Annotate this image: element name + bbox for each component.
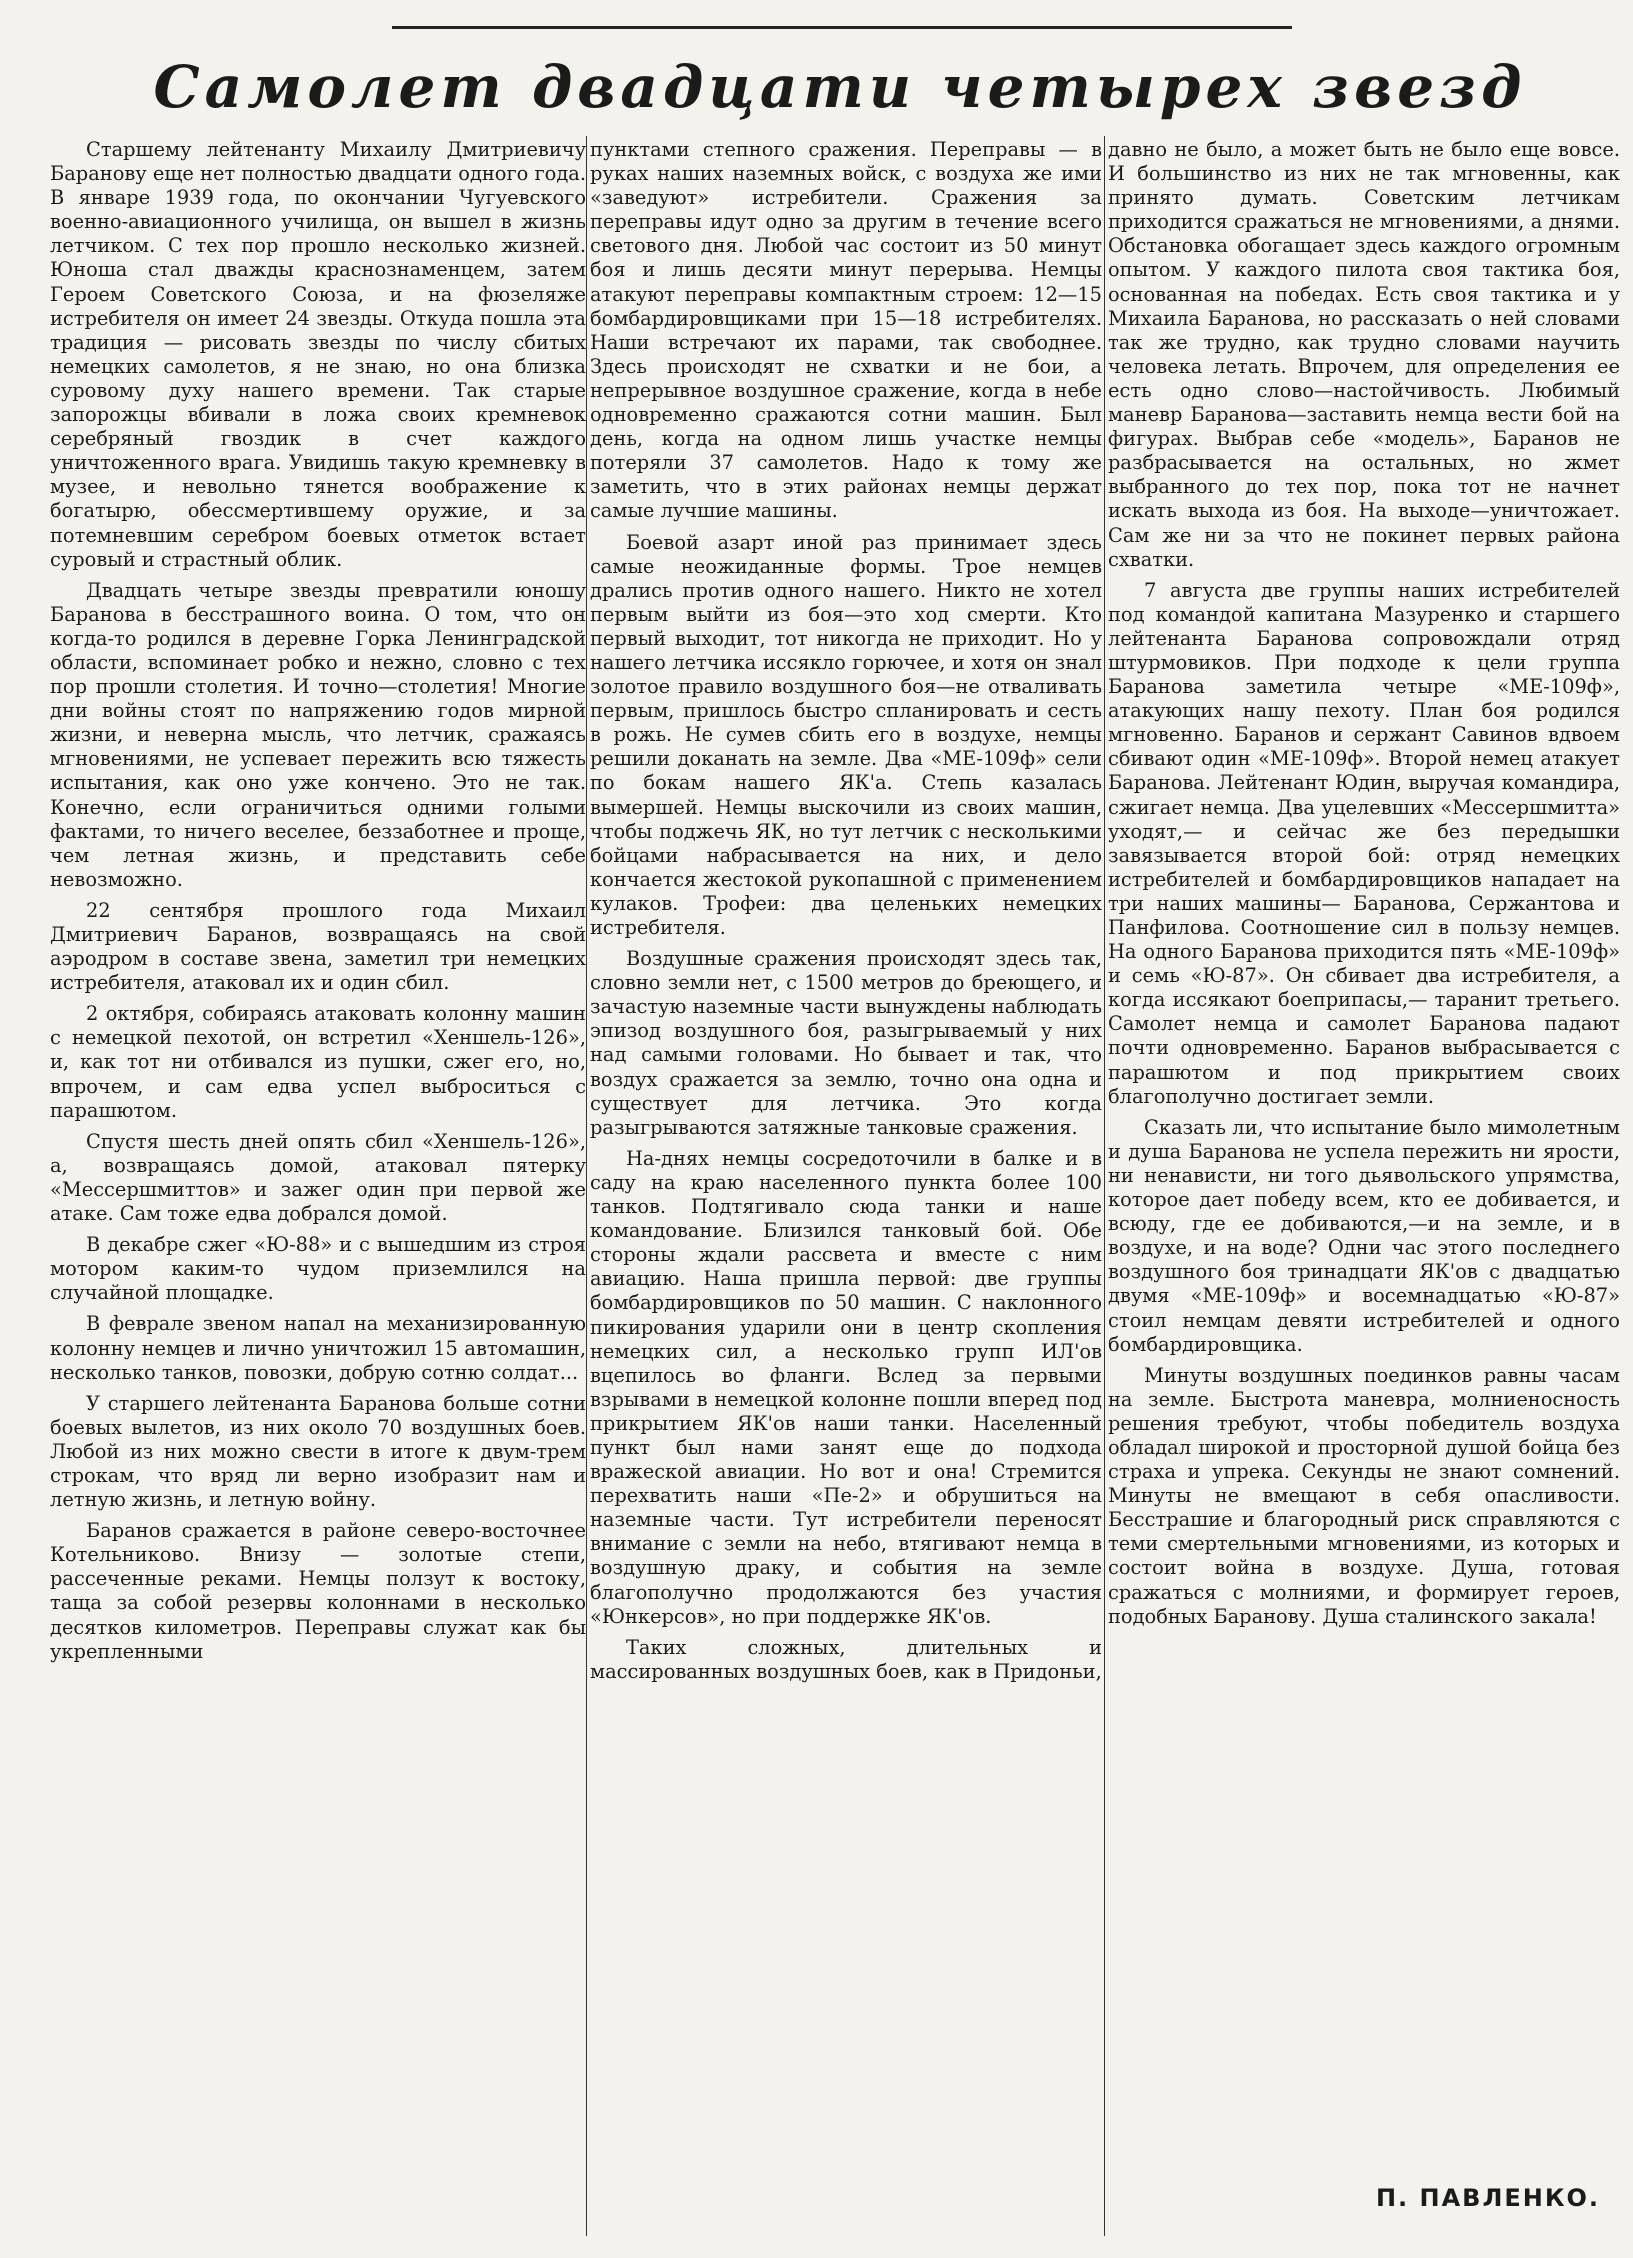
paragraph: Спустя шесть дней опять сбил «Хеншель-126», а, возвращаясь домой, атаковал пятерку «Мессершмиттов» и зажег один при первой же атаке. Сам тоже едва добрался домой. [50, 1129, 586, 1226]
paragraph: В декабре сжег «Ю-88» и с вышедшим из строя мотором каким-то чудом приземлился на случайной площадке. [50, 1233, 586, 1305]
paragraph: 22 сентября прошлого года Михаил Дмитриевич Баранов, возвращаясь на свой аэродром в составе звена, заметил три немецких истребителя, атаковал их и один сбил. [50, 898, 586, 995]
paragraph: В феврале звеном напал на механизированную колонну немцев и лично уничтожил 15 автомашин, несколько танков, повозки, добрую сотню солдат... [50, 1312, 586, 1384]
paragraph: Минуты воздушных поединков равны часам на земле. Быстрота маневра, молниеносность решения требуют, чтобы победитель воздуха обладал широкой и просторной душой бойца без страха и упрека. Секунды не знают сомнений. Минуты не вмещают в себя опасливости. Бесстрашие и благородный риск справляются с теми смертельными мгновениями, из которых и состоит война в воздухе. Душа, готовая сражаться с молниями, и формирует героев, подобных Баранову. Душа сталинского закала! [1108, 1363, 1620, 1628]
paragraph: 2 октября, собираясь атаковать колонну машин с немецкой пехотой, он встретил «Хеншель-126», и, как тот ни отбивался из пушки, сжег его, но, впрочем, и сам едва успел выброситься с парашютом. [50, 1002, 586, 1122]
paragraph: 7 августа две группы наших истребителей под командой капитана Мазуренко и старшего лейтенанта Баранова сопровождали отряд штурмовиков. При подходе к цели группа Баранова заметила четыре «МЕ-109ф», атакующих нашу пехоту. План боя родился мгновенно. Баранов и сержант Савинов вдвоем сбивают один «МЕ-109ф». Второй немец атакует Баранова. Лейтенант Юдин, выручая командира, сжигает немца. Два уцелевших «Мессершмитта» уходят,— и сейчас же без передышки завязывается второй бой: отряд немецких истребителей и бомбардировщиков нападает на три наших машины— Баранова, Сержантова и Панфилова. Соотношение сил в пользу немцев. На одного Баранова приходится пять «МЕ-109ф» и семь «Ю-87». Он сбивает два истребителя, а когда иссякают боеприпасы,— таранит третьего. Самолет немца и самолет Баранова падают почти одновременно. Баранов выбрасывается с парашютом и под прикрытием своих благополучно достигает земли. [1108, 578, 1620, 1108]
paragraph: У старшего лейтенанта Баранова больше сотни боевых вылетов, из них около 70 воздушных боев. Любой из них можно свести в итоге к двум-трем строкам, что вряд ли верно изобразит нам и летную жизнь, и летную войну. [50, 1391, 586, 1512]
article-column-2 [590, 138, 1102, 2258]
paragraph: Воздушные сражения происходят здесь так, словно земли нет, с 1500 метров до бреющего, и зачастую наземные части вынуждены наблюдать эпизод воздушного боя, разыгрываемый у них над самыми головами. Но бывает и так, что воздух сражается за землю, точно она одна и существует для летчика. Это когда разыгрываются затяжные танковые сражения. [590, 947, 1102, 1139]
paragraph: Старшему лейтенанту Михаилу Дмитриевичу Баранову еще нет полностью двадцати одного года. В январе 1939 года, по окончании Чугуевского военно-авиационного училища, он вышел в жизнь летчиком. С тех пор прошло несколько жизней. Юноша стал дважды краснознаменцем, затем Героем Советского Союза, и на фюзеляже истребителя он имеет 24 звезды. Откуда пошла эта традиция — рисовать звезды по числу сбитых немецких самолетов, я не знаю, но она близка суровому духу нашего времени. Так старые запорожцы вбивали в ложа своих кремневок серебряный гвоздик в счет каждого уничтоженного врага. Увидишь такую кремневку в музее, и невольно тянется воображение к богатырю, обессмертившему оружие, и за потемневшим серебром боевых отметок встает суровый и страстный облик. [50, 138, 586, 571]
article-column-1 [50, 138, 586, 2258]
paragraph: Сказать ли, что испытание было мимолетным и душа Баранова не успела пережить ни ярости, ни ненависти, ни того дьявольского упрямства, которое дает победу всем, кто ее добивается, и всюду, где ее добиваются,—и на земле, и в воздухе, и на воде? Одни час этого последнего воздушного боя тринадцати ЯК'ов с двадцатью двумя «МЕ-109ф» и восемнадцатью «Ю-87» стоил немцам девяти истребителей и одного бомбардировщика. [1108, 1115, 1620, 1356]
article-author: П. ПАВЛЕНКО. [1375, 2184, 1600, 2212]
paragraph: давно не было, а может быть не было еще вовсе. И большинство из них не так мгновенны, как принято думать. Советским летчикам приходится сражаться не мгновениями, а днями. Обстановка обогащает здесь каждого огромным опытом. У каждого пилота своя тактика боя, основанная на победах. Есть своя тактика и у Михаила Баранова, но рассказать о ней словами так же трудно, как трудно словами научить человека летать. Впрочем, для определения ее есть одно слово—настойчивость. Любимый маневр Баранова—заставить немца вести бой на фигурах. Выбрав себе «модель», Баранов не разбрасывается на остальных, но жмет выбранного до тех пор, пока тот не начнет искать выхода из боя. На выходе—уничтожает. Сам же ни за что не покинет первых района схватки. [1108, 138, 1620, 571]
column-divider [586, 136, 587, 2236]
article-headline: Самолет двадцати четырех звезд [153, 53, 1527, 121]
paragraph: Таких сложных, длительных и массированных воздушных боев, как в Придоньи, [590, 1635, 1102, 1683]
paragraph: Двадцать четыре звезды превратили юношу Баранова в бесстрашного воина. О том, что он когда-то родился в деревне Горка Ленинградской области, вспоминает робко и нежно, словно с тех пор прошли столетия. И точно—столетия! Многие дни войны стоят по напряжению годов мирной жизни, и неверна мысль, что летчик, сражаясь мгновениями, не успевает пережить всю тяжесть испытания, как оно уже кончено. Это не так. Конечно, если ограничиться одними голыми фактами, то ничего веселее, беззаботнее и проще, чем летная жизнь, и представить себе невозможно. [50, 578, 586, 891]
column-divider [1104, 136, 1105, 2236]
paragraph: На-днях немцы сосредоточили в балке и в саду на краю населенного пункта более 100 танков. Подтягивало сюда танки и наше командование. Близился танковый бой. Обе стороны ждали рассвета и вместе с ним авиацию. Наша пришла первой: две группы бомбардировщиков по 50 машин. С наклонного пикирования ударили они в центр скопления немецких сил, а несколько групп ИЛ'ов вцепилось во фланги. Вслед за первыми взрывами в немецкой колонне пошли вперед под прикрытием ЯК'ов наши танки. Населенный пункт был нами занят еще до подхода вражеской авиации. Но вот и она! Стремится перехватить наши «Пе-2» и обрушиться на наземные части. Тут истребители переносят внимание с земли на небо, втягивают немца в воздушную драку, и события на земле благополучно продолжаются без участия «Юнкерсов», но при поддержке ЯК'ов. [590, 1146, 1102, 1628]
paragraph: пунктами степного сражения. Переправы — в руках наших наземных войск, с воздуха же ими «заведуют» истребители. Сражения за переправы идут одно за другим в течение всего светового дня. Любой час состоит из 50 минут боя и лишь десяти минут перерыва. Немцы атакуют переправы компактным строем: 12—15 бомбардировщиками при 15—18 истребителях. Наши встречают их парами, так свободнее. Здесь происходят не схватки и не бои, а непрерывное воздушное сражение, когда в небе одновременно сражаются сотни машин. Был день, когда на одном лишь участке немцы потеряли 37 самолетов. Надо к тому же заметить, что в этих районах немцы держат самые лучшие машины. [590, 138, 1102, 523]
top-rule [392, 26, 1292, 29]
paragraph: Боевой азарт иной раз принимает здесь самые неожиданные формы. Трое немцев дрались против одного нашего. Никто не хотел первым выйти из боя—это ход смерти. Кто первый выходит, тот никогда не приходит. Но у нашего летчика иссякло горючее, и хотя он знал золотое правило воздушного боя—не отваливать первым, пришлось быстро спланировать и сесть в рожь. Не сумев сбить его в воздухе, немцы решили доканать на земле. Два «МЕ-109ф» сели по бокам нашего ЯК'а. Степь казалась вымершей. Немцы выскочили из своих машин, чтобы поджечь ЯК, но тут летчик с несколькими бойцами набрасывается на них, и дело кончается жестокой рукопашной с применением кулаков. Трофеи: два целеньких немецких истребителя. [590, 530, 1102, 939]
paragraph: Баранов сражается в районе северо-восточнее Котельниково. Внизу — золотые степи, рассеченные реками. Немцы ползут к востоку, таща за собой резервы колоннами в несколько десятков километров. Переправы служат как бы укрепленными [50, 1519, 586, 1663]
article-column-3 [1108, 138, 1620, 2088]
